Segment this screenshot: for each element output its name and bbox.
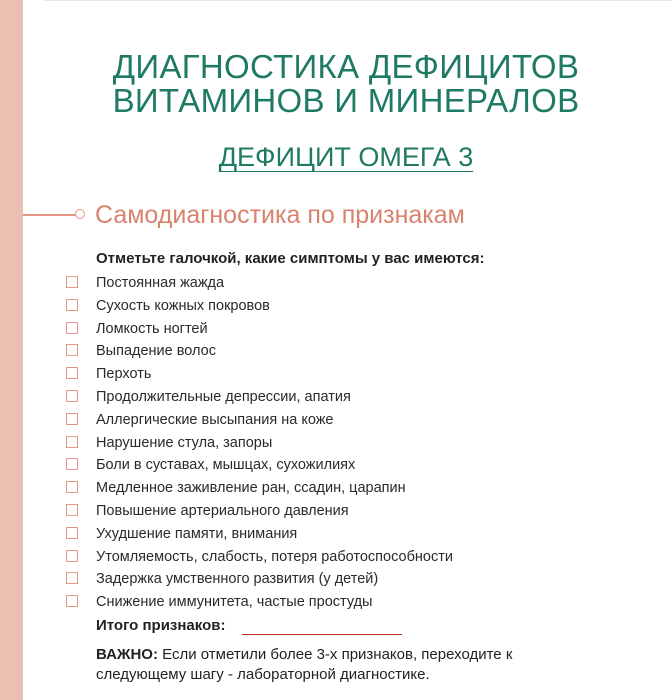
symptom-item-4 bbox=[0, 341, 672, 364]
section-connector-line bbox=[23, 214, 76, 216]
symptom-checkbox[interactable] bbox=[66, 550, 78, 562]
instruction-text: Отметьте галочкой, какие симптомы у вас имеются: bbox=[96, 250, 485, 267]
symptom-checkbox[interactable] bbox=[66, 344, 78, 356]
page-subtitle-text: ДЕФИЦИТ ОМЕГА 3 bbox=[218, 142, 474, 172]
symptom-checkbox[interactable] bbox=[66, 322, 78, 334]
symptom-label: Постоянная жажда bbox=[96, 275, 225, 291]
symptom-item-7 bbox=[0, 410, 672, 433]
symptom-label: Продолжительные депрессии, апатия bbox=[96, 388, 351, 405]
important-note bbox=[96, 645, 566, 685]
symptom-checkbox[interactable] bbox=[66, 572, 78, 584]
symptom-item-10 bbox=[0, 478, 672, 501]
total-row bbox=[96, 616, 225, 638]
symptom-item-3 bbox=[0, 319, 672, 342]
symptom-checkbox[interactable] bbox=[66, 390, 78, 402]
symptom-label: Выпадение волос bbox=[96, 343, 216, 360]
symptom-checkbox[interactable] bbox=[66, 436, 78, 448]
section-connector-dot-icon bbox=[75, 209, 85, 219]
symptom-label: Перхоть bbox=[96, 366, 152, 383]
symptom-item-2 bbox=[0, 296, 672, 319]
symptom-item-9 bbox=[0, 455, 672, 478]
symptom-label: Задержка умственного развития (у детей) bbox=[96, 571, 379, 588]
symptom-label: Сухость кожных покровов bbox=[96, 297, 270, 314]
symptom-item-15 bbox=[0, 592, 672, 615]
total-label: Итого признаков: bbox=[96, 617, 226, 634]
page-title bbox=[40, 50, 652, 118]
symptom-label: Ломкость ногтей bbox=[96, 320, 208, 337]
symptom-label: Аллергические высыпания на коже bbox=[96, 411, 334, 428]
symptom-label: Ухудшение памяти, внимания bbox=[96, 525, 298, 542]
symptom-label: Повышение артериального давления bbox=[96, 502, 349, 519]
symptom-item-11 bbox=[0, 501, 672, 524]
symptom-checkbox[interactable] bbox=[66, 367, 78, 379]
page-title-line-2: ВИТАМИНОВ И МИНЕРАЛОВ bbox=[112, 82, 580, 119]
symptom-checkbox[interactable] bbox=[66, 413, 78, 425]
symptom-checkbox[interactable] bbox=[66, 458, 78, 470]
symptom-checkbox[interactable] bbox=[66, 504, 78, 516]
page-title-line-1: ДИАГНОСТИКА ДЕФИЦИТОВ bbox=[112, 48, 580, 85]
symptom-item-13 bbox=[0, 547, 672, 570]
symptom-checkbox[interactable] bbox=[66, 595, 78, 607]
symptom-checklist bbox=[0, 273, 672, 615]
symptom-item-8 bbox=[0, 433, 672, 456]
symptom-checkbox[interactable] bbox=[66, 299, 78, 311]
symptom-item-6 bbox=[0, 387, 672, 410]
page-subtitle bbox=[40, 141, 652, 173]
section-heading: Самодиагностика по признакам bbox=[95, 201, 465, 229]
symptom-checkbox[interactable] bbox=[66, 481, 78, 493]
symptom-item-5 bbox=[0, 364, 672, 387]
total-count-input[interactable] bbox=[242, 634, 402, 635]
symptom-label: Нарушение стула, запоры bbox=[96, 434, 273, 451]
top-divider bbox=[44, 0, 672, 1]
important-label: ВАЖНО: bbox=[96, 646, 158, 663]
symptom-label: Медленное заживление ран, ссадин, царапин bbox=[96, 480, 406, 497]
symptom-label: Утомляемость, слабость, потеря работоспособности bbox=[96, 548, 453, 565]
symptom-checkbox[interactable] bbox=[66, 527, 78, 539]
symptom-checkbox[interactable] bbox=[66, 276, 78, 288]
important-text: Если отметили более 3-х признаков, переходите к следующему шагу - лабораторной диагностике. bbox=[96, 646, 513, 683]
symptom-label: Снижение иммунитета, частые простуды bbox=[96, 594, 373, 611]
symptom-item-14 bbox=[0, 569, 672, 592]
symptom-item-12 bbox=[0, 524, 672, 547]
symptom-label: Боли в суставах, мышцах, сухожилиях bbox=[96, 457, 356, 474]
symptom-item-1 bbox=[0, 273, 672, 296]
